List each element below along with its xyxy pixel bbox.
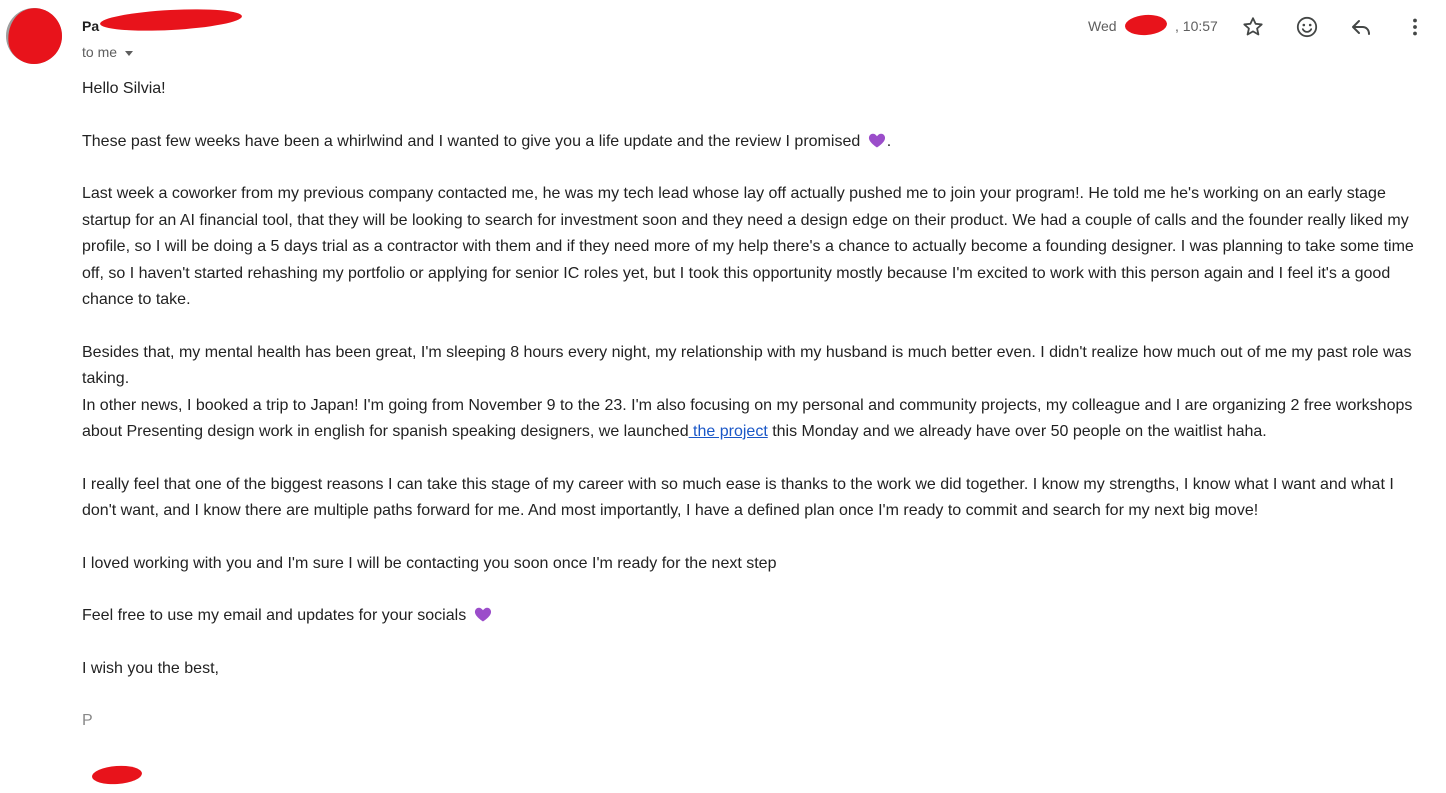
add-reaction-button[interactable]: [1290, 10, 1324, 44]
paragraph-socials: [82, 603, 1432, 630]
date-redaction: [1124, 14, 1167, 37]
emoji-icon: [1295, 15, 1319, 39]
star-icon: [1241, 15, 1265, 39]
closing: I wish you the best,: [82, 659, 219, 677]
paragraph-news-before: In other news, I booked a trip to Japan! I'm going from November 9 to the 23. I'm also focusing on my personal and community projects, my colleague and I are organizing 2 free workshops about Presenting design work in english for spanish speaking designers, we launched: [82, 396, 1413, 440]
signature-text: P: [82, 712, 93, 729]
paragraph-update-text: These past few weeks have been a whirlwind and I wanted to give you a life update and the review I promised: [82, 132, 861, 150]
paragraph-socials-text: Feel free to use my email and updates for your socials: [82, 607, 467, 624]
more-vert-icon: [1403, 15, 1427, 39]
purple-heart-icon: [867, 130, 887, 150]
paragraph-health: Besides that, my mental health has been great, I'm sleeping 8 hours every night, my relationship with my husband is much better even. I didn't realize how much out of me my past role was taking.: [82, 343, 1412, 387]
chevron-down-icon: [125, 51, 133, 56]
sender-name-text: Pa: [82, 18, 100, 34]
avatar: [6, 8, 62, 64]
project-link[interactable]: the project: [688, 423, 768, 440]
sender-name: [82, 14, 99, 38]
paragraph-news: [82, 393, 1432, 446]
to-me-label: to me: [82, 44, 118, 60]
more-options-button[interactable]: [1398, 10, 1432, 44]
email-date: [1088, 16, 1218, 36]
date-prefix: Wed: [1088, 18, 1117, 34]
paragraph-gratitude: I really feel that one of the biggest reasons I can take this stage of my career with so much ease is thanks to the work we did together. I know my strengths, I know what I want and what I don't want, and I know there are multiple paths forward for me. And most importantly, I have a defined plan once I'm ready to commit and search for my next big move!: [82, 475, 1394, 519]
reply-button[interactable]: [1344, 10, 1378, 44]
sender-redaction: [100, 6, 243, 33]
recipient-details-toggle[interactable]: [82, 43, 133, 61]
email-body: [82, 76, 1432, 735]
signature-redaction: [91, 764, 142, 785]
purple-heart-icon: [473, 604, 493, 624]
avatar-redaction: [6, 8, 62, 64]
star-button[interactable]: [1236, 10, 1270, 44]
paragraph-update: [82, 129, 1432, 156]
paragraph-update-end: .: [886, 132, 892, 150]
greeting: Hello Silvia!: [82, 80, 166, 97]
reply-icon: [1349, 15, 1373, 39]
date-time: , 10:57: [1175, 18, 1218, 34]
paragraph-news-after: this Monday and we already have over 50 people on the waitlist haha.: [767, 423, 1267, 440]
paragraph-job: Last week a coworker from my previous company contacted me, he was my tech lead whose lay off actually pushed me to join your program!. He told me he's working on an early stage startup for an AI financial tool, that they will be looking to search for investment soon and they need a design edge on their product. We had a couple of calls and the founder really liked my profile, so I will be doing a 5 days trial as a contractor with them and if they need more of my help there's a chance to actually become a founding designer. I was planning to take some time off, so I haven't started rehashing my portfolio or applying for senior IC roles yet, but I took this opportunity mostly because I'm excited to work with this person again and I feel it's a good chance to take.: [82, 185, 1414, 308]
paragraph-next-step: I loved working with you and I'm sure I will be contacting you soon once I'm ready for the next step: [82, 554, 777, 572]
signature: [82, 708, 1432, 735]
